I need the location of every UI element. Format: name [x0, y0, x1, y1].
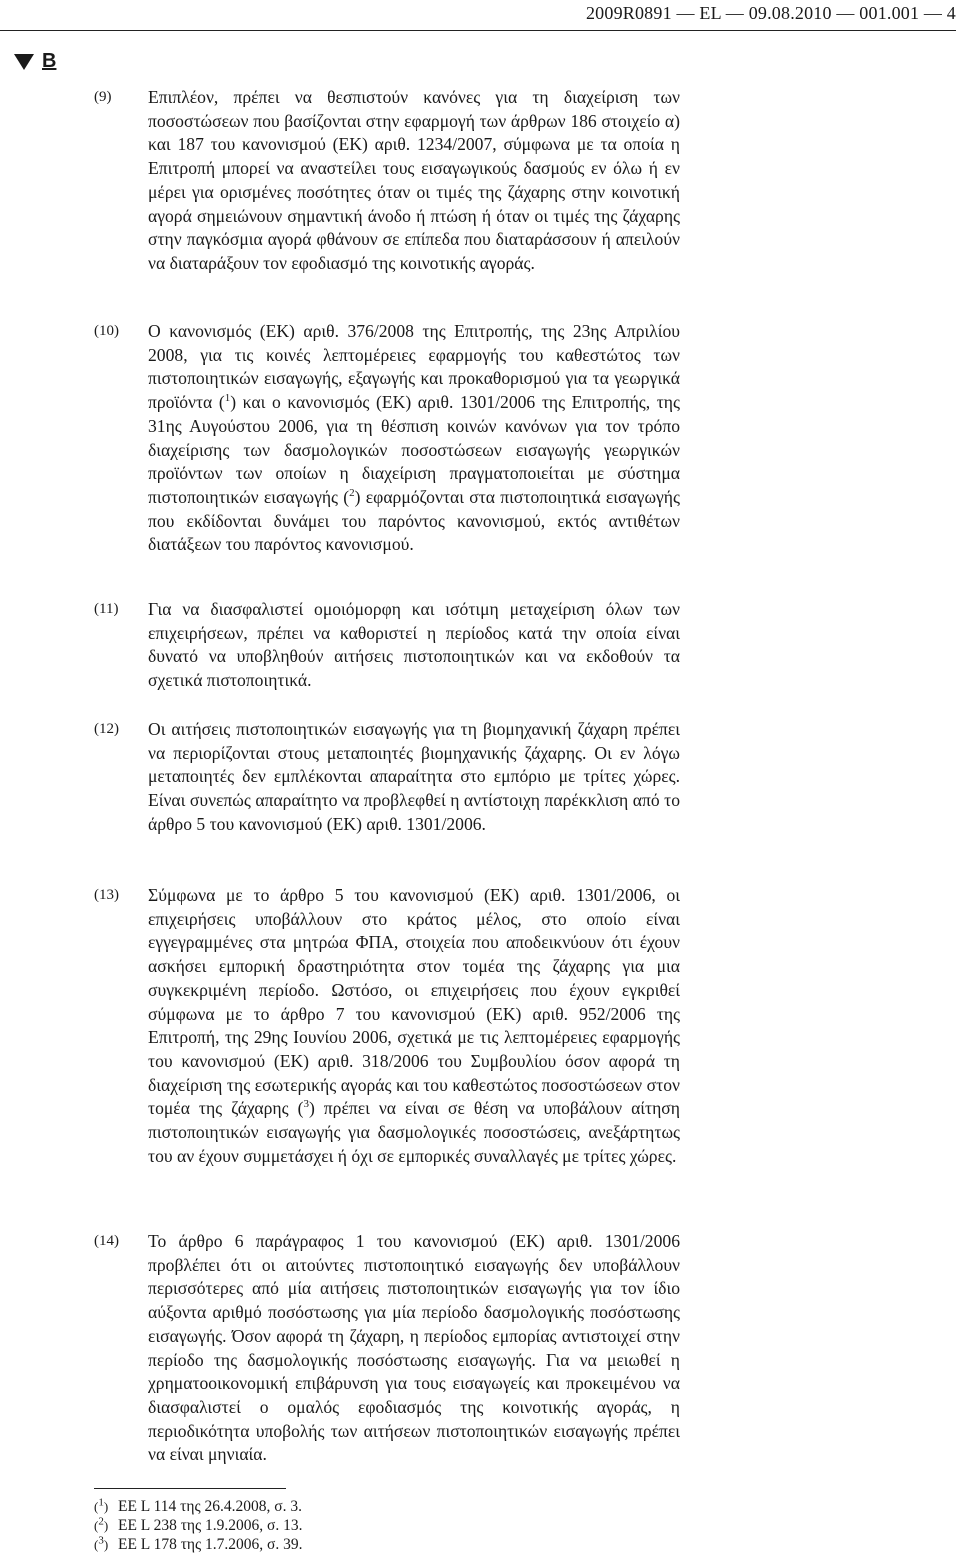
recital-number: (11) — [94, 601, 119, 617]
footnote-divider — [94, 1488, 286, 1489]
footnote-text: ΕΕ L 178 της 1.7.2006, σ. 39. — [118, 1536, 303, 1553]
marker-label: B — [42, 50, 57, 72]
recital-13 — [94, 884, 680, 1168]
recital-number: (9) — [94, 89, 112, 105]
recital-number: (14) — [94, 1233, 119, 1249]
recital-number: (13) — [94, 887, 119, 903]
footnotes — [94, 1488, 694, 1554]
recital-text: Οι αιτήσεις πιστοποιητικών εισαγωγής για τη βιομηχανική ζάχαρη πρέπει να περιορίζονται στους μεταποιητές βιομηχανικής ζάχαρης. Οι εν λόγω μεταποιητές δεν εμπλέκονται απαραίτητα στο εμπόριο με τρίτες χώρες. Είναι συνεπώς απαραίτητο να προβλεφθεί η αντίστοιχη παρέκκλιση από το άρθρο 5 του κανονισμού (ΕΚ) αριθ. 1301/2006. — [148, 719, 680, 834]
recital-text: Το άρθρο 6 παράγραφος 1 του κανονισμού (ΕΚ) αριθ. 1301/2006 προβλέπει ότι οι αιτούντες πιστοποιητικό εισαγωγής δεν υποβάλλουν περισσότερες από μία αιτήσεις πιστοποιητικών εισαγωγής για τον ίδιο αύξοντα αριθμό ποσόστωσης για μία περίοδο δασμολογικής ποσόστωσης εισαγωγής. Όσον αφορά τη ζάχαρη, η περίοδος εμπορίας αντιστοιχεί στην περίοδο της δασμολογικής ποσόστωσης εισαγωγής. Για να μειωθεί η χρηματοοικονομική επιβάρυνση για τους εισαγωγείς και προκειμένου να διασφαλιστεί ο ομαλός εφοδιασμός της κοινοτικής αγοράς, η περιοδικότητα υποβολής των αιτήσεων πιστοποιητικών εισαγωγής πρέπει να είναι μηνιαία. — [148, 1231, 680, 1465]
recital-12 — [94, 718, 680, 837]
footnote-text: ΕΕ L 238 της 1.9.2006, σ. 13. — [118, 1517, 303, 1534]
recital-10 — [94, 320, 680, 557]
recital-9 — [94, 86, 680, 276]
recital-14 — [94, 1230, 680, 1467]
consolidation-marker — [14, 50, 56, 73]
recital-number: (12) — [94, 721, 119, 737]
footnote-text: ΕΕ L 114 της 26.4.2008, σ. 3. — [118, 1498, 302, 1515]
document-header — [0, 0, 956, 31]
footnote-ref[interactable]: 2 — [349, 487, 355, 500]
recital-text: Ο κανονισμός (ΕΚ) αριθ. 376/2008 της Επιτροπής, της 23ης Απριλίου 2008, για τις κοινές λεπτομέρειες εφαρμογής του καθεστώτος των πιστοποιητικών εισαγωγής, εξαγωγής και προκαθορισμού για τα γεωργικά προϊόντα ($^1$) και ο κανονισμός (ΕΚ) αριθ. 1301/2006 της Επιτροπής, της 31ης Αυγούστου 2006, για τη θέσπιση κοινών κανόνων για τον τρόπο διαχείρισης των δασμολογικών ποσοστώσεων εισαγωγής γεωργικών προϊόντων των οποίων η διαχείριση πραγματοποιείται με σύστημα πιστοποιητικών εισαγωγής ($^2$) εφαρμόζονται στα πιστοποιητικά εισαγωγής που εκδίδονται δυνάμει του παρόντος κανονισμού, εκτός αντιθέτων διατάξεων του παρόντος κανονισμού. — [148, 321, 680, 555]
recital-number: (10) — [94, 323, 119, 339]
footnote-ref[interactable]: 1 — [224, 392, 231, 405]
footnote: ($^3$) ΕΕ L 178 της 1.7.2006, σ. 39. — [94, 1534, 303, 1553]
recital-text: Σύμφωνα με το άρθρο 5 του κανονισμού (ΕΚ) αριθ. 1301/2006, οι επιχειρήσεις υποβάλλουν στο κράτος μέλος, στο οποίο είναι εγγεγραμμένες στα μητρώα ΦΠΑ, στοιχεία που αποδεικνύουν ότι έχουν ασκήσει εμπορική δραστηριότητα στον τομέα της ζάχαρης για μια συγκεκριμένη περίοδο. Ωστόσο, οι επιχειρήσεις που έχουν εγκριθεί σύμφωνα με το άρθρο 7 του κανονισμού (ΕΚ) αριθ. 952/2006 της Επιτροπή, της 29ης Ιουνίου 2006, σχετικά με τις λεπτομέρειες εφαρμογής του κανονισμού (ΕΚ) αριθ. 318/2006 του Συμβουλίου όσον αφορά τη διαχείριση της εσωτερικής αγοράς και του καθεστώτος ποσοστώσεων στον τομέα της ζάχαρης ($^3$) πρέπει να είναι σε θέση να υποβάλουν αίτηση πιστοποιητικών εισαγωγής για δασμολογικές ποσοστώσεις, ανεξάρτητως του αν έχουν συμμετάσχει ή όχι σε εμπορικές συναλλαγές με τρίτες χώρες. — [148, 885, 680, 1166]
triangle-down-icon — [14, 54, 34, 70]
footnote: ($^2$) ΕΕ L 238 της 1.9.2006, σ. 13. — [94, 1515, 303, 1534]
recital-text: Επιπλέον, πρέπει να θεσπιστούν κανόνες για τη διαχείριση των ποσοστώσεων που βασίζονται στην εφαρμογή των άρθρων 186 στοιχείο α) και 187 του κανονισμού (ΕΚ) αριθ. 1234/2007, σύμφωνα με τα οποία η Επιτροπή μπορεί να αναστείλει τους εισαγωγικούς δασμούς εν όλω ή εν μέρει για ορισμένες ποσότητες όταν οι τιμές της ζάχαρης στην κοινοτική αγορά σημειώνουν σημαντική άνοδο ή πτώση ή όταν οι τιμές της ζάχαρης στην παγκόσμια αγορά φθάνουν σε επίπεδα που διαταράσσουν ή απειλούν να διαταράξουν τον εφοδιασμό της κοινοτικής αγοράς. — [148, 87, 680, 273]
recital-text: Για να διασφαλιστεί ομοιόμορφη και ισότιμη μεταχείριση όλων των επιχειρήσεων, πρέπει να καθοριστεί η περίοδος κατά την οποία είναι δυνατό να υποβληθούν αιτήσεις πιστοποιητικών και να εκδοθούν τα σχετικά πιστοποιητικά. — [148, 599, 680, 691]
recital-11 — [94, 598, 680, 693]
footnote-ref[interactable]: 3 — [303, 1098, 309, 1111]
document-reference: 2009R0891 — EL — 09.08.2010 — 001.001 — 4 — [585, 3, 956, 23]
footnote: ($^1$) ΕΕ L 114 της 26.4.2008, σ. 3. — [94, 1496, 302, 1515]
